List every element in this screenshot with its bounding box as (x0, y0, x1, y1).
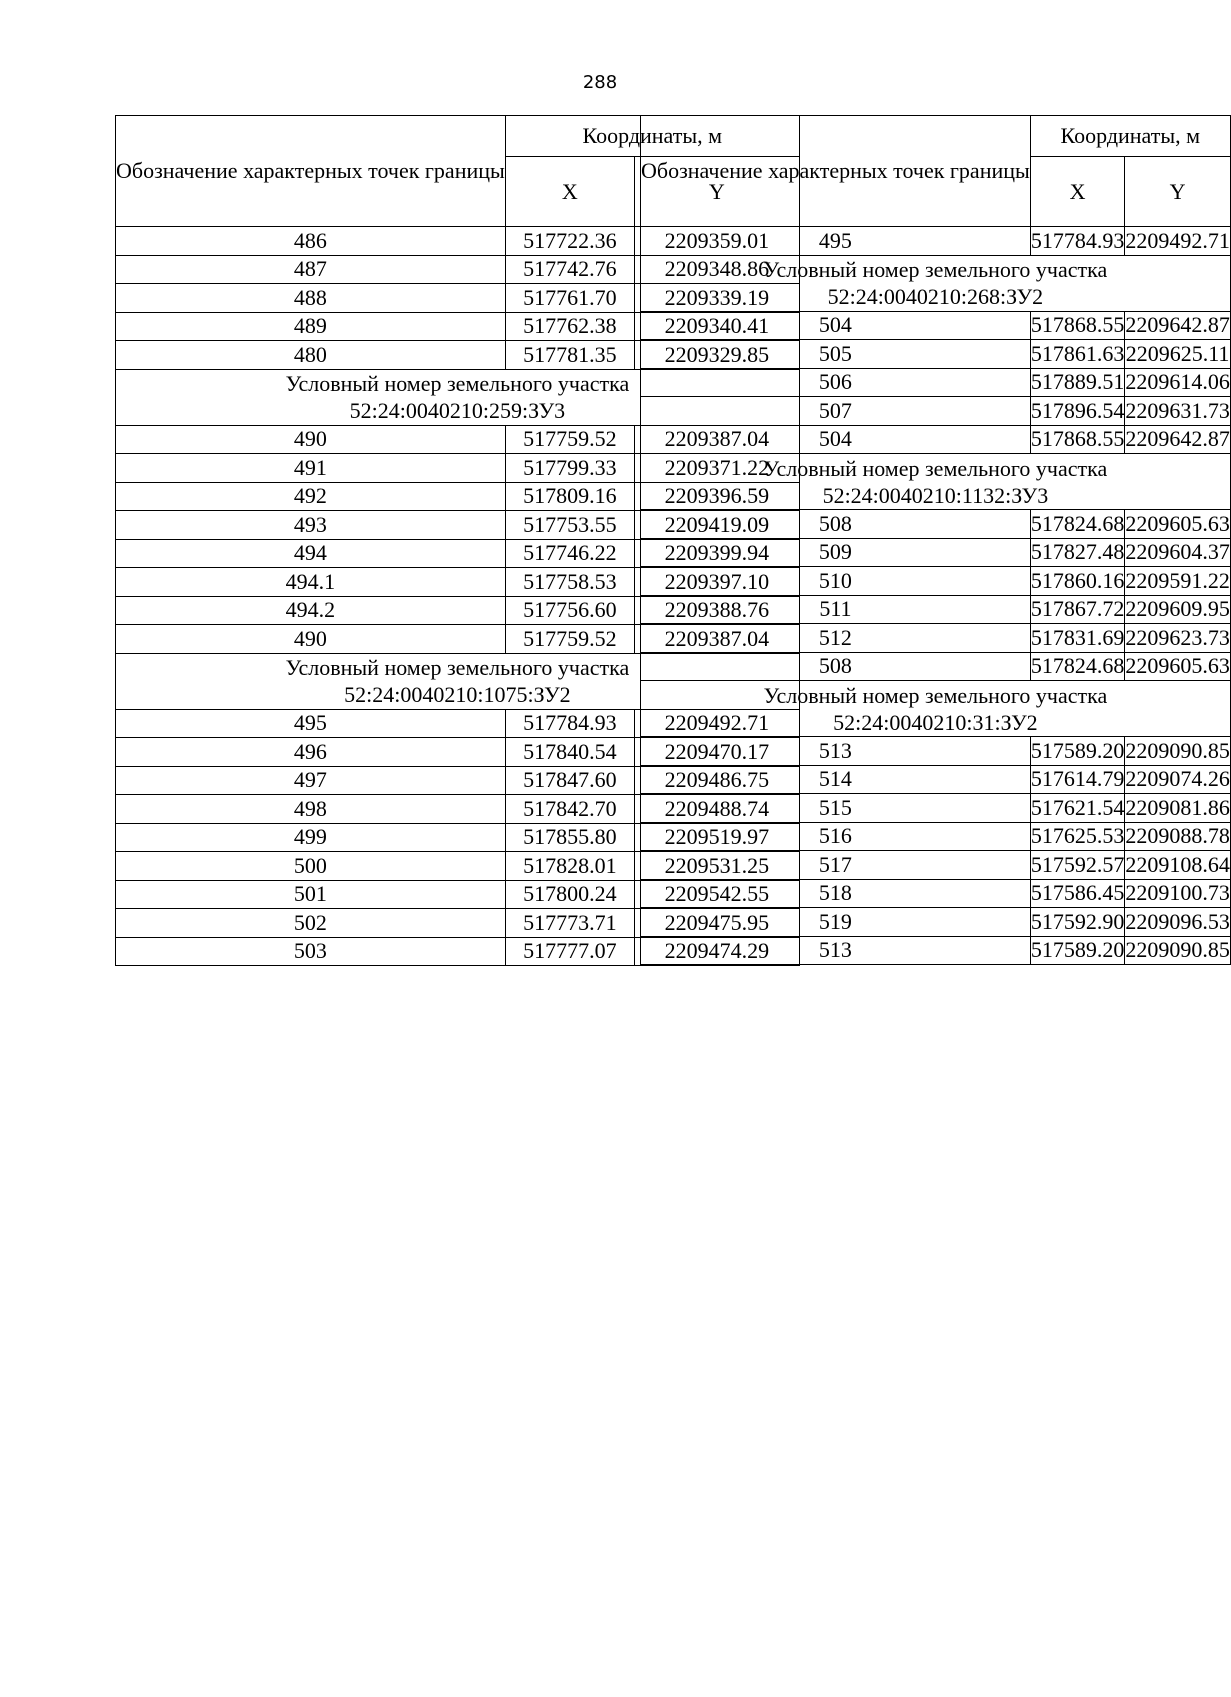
land-plot-number (641, 454, 1231, 510)
point-id-cell: 497 (116, 766, 506, 795)
y-coordinate-cell: 2209488.74 (634, 795, 799, 824)
y-coordinate-cell: 2209470.17 (634, 738, 799, 767)
cadastral-number: 52:24:0040210:1132:ЗУ3 (822, 482, 1049, 508)
point-id-cell: 494 (116, 539, 506, 568)
y-coordinate-cell: 2209387.04 (634, 425, 799, 454)
x-coordinate-cell: 517753.55 (505, 511, 634, 540)
point-id-cell: 502 (116, 909, 506, 938)
table-row (641, 794, 1231, 823)
x-coordinate-cell: 517758.53 (505, 568, 634, 597)
land-plot-label: Условный номер земельного участка (763, 455, 1108, 481)
table-row (641, 624, 1231, 653)
y-coordinate-cell: 2209542.55 (634, 880, 799, 909)
point-id-cell: 504 (641, 311, 1031, 340)
table-row (641, 510, 1231, 539)
header-x: X (505, 157, 634, 227)
point-id-cell: 513 (641, 936, 1031, 965)
land-plot-number (641, 681, 1231, 737)
x-coordinate-cell: 517589.20 (1030, 936, 1125, 965)
x-coordinate-cell: 517621.54 (1030, 794, 1125, 823)
x-coordinate-cell: 517868.55 (1030, 311, 1125, 340)
table-row (641, 311, 1231, 340)
x-coordinate-cell: 517861.63 (1030, 340, 1125, 369)
table-row (641, 368, 1231, 397)
x-coordinate-cell: 517759.52 (505, 425, 634, 454)
y-coordinate-cell: 2209531.25 (634, 852, 799, 881)
y-coordinate-cell: 2209605.63 (1125, 510, 1231, 539)
table-row (641, 538, 1231, 567)
x-coordinate-cell: 517592.57 (1030, 851, 1125, 880)
y-coordinate-cell: 2209108.64 (1125, 851, 1231, 880)
y-coordinate-cell: 2209081.86 (1125, 794, 1231, 823)
x-coordinate-cell: 517800.24 (505, 880, 634, 909)
x-coordinate-cell: 517824.68 (1030, 510, 1125, 539)
land-plot-label: Условный номер земельного участка (285, 371, 630, 396)
x-coordinate-cell: 517761.70 (505, 284, 634, 313)
y-coordinate-cell: 2209090.85 (1125, 936, 1231, 965)
point-id-cell: 501 (116, 880, 506, 909)
x-coordinate-cell: 517799.33 (505, 454, 634, 483)
point-id-cell: 504 (641, 425, 1031, 454)
table-row (641, 397, 1231, 426)
table-body (641, 227, 1231, 965)
point-id-cell: 506 (641, 368, 1031, 397)
y-coordinate-cell: 2209605.63 (1125, 652, 1231, 681)
y-coordinate-cell: 2209100.73 (1125, 879, 1231, 908)
y-coordinate-cell: 2209623.73 (1125, 624, 1231, 653)
y-coordinate-cell: 2209329.85 (634, 341, 799, 370)
table-row (641, 908, 1231, 937)
x-coordinate-cell: 517742.76 (505, 255, 634, 284)
cadastral-number: 52:24:0040210:31:ЗУ2 (833, 709, 1038, 735)
point-id-cell: 512 (641, 624, 1031, 653)
point-id-cell: 500 (116, 852, 506, 881)
x-coordinate-cell: 517762.38 (505, 312, 634, 341)
table-row (641, 765, 1231, 794)
y-coordinate-cell: 2209387.04 (634, 625, 799, 654)
table-row (641, 879, 1231, 908)
y-coordinate-cell: 2209399.94 (634, 539, 799, 568)
y-coordinate-cell: 2209419.09 (634, 511, 799, 540)
point-id-cell: 495 (641, 227, 1031, 256)
y-coordinate-cell: 2209090.85 (1125, 737, 1231, 766)
x-coordinate-cell: 517784.93 (1030, 227, 1125, 256)
point-id-cell: 490 (116, 425, 506, 454)
land-plot-label: Условный номер земельного участка (285, 655, 630, 680)
point-id-cell: 518 (641, 879, 1031, 908)
x-coordinate-cell: 517589.20 (1030, 737, 1125, 766)
y-coordinate-cell: 2209492.71 (1125, 227, 1231, 256)
table-row (641, 340, 1231, 369)
x-coordinate-cell: 517827.48 (1030, 538, 1125, 567)
y-coordinate-cell: 2209397.10 (634, 568, 799, 597)
coordinates-table-right (640, 115, 1231, 965)
y-coordinate-cell: 2209609.95 (1125, 595, 1231, 624)
y-coordinate-cell: 2209396.59 (634, 482, 799, 511)
x-coordinate-cell: 517840.54 (505, 738, 634, 767)
y-coordinate-cell: 2209074.26 (1125, 765, 1231, 794)
point-id-cell: 493 (116, 511, 506, 540)
table-row (641, 227, 1231, 256)
point-id-cell: 510 (641, 567, 1031, 596)
header-x: X (1030, 157, 1125, 227)
y-coordinate-cell: 2209475.95 (634, 909, 799, 938)
point-id-cell: 505 (641, 340, 1031, 369)
x-coordinate-cell: 517842.70 (505, 795, 634, 824)
cadastral-number: 52:24:0040210:1075:ЗУ2 (344, 682, 571, 707)
x-coordinate-cell: 517625.53 (1030, 822, 1125, 851)
y-coordinate-cell: 2209642.87 (1125, 311, 1231, 340)
point-id-cell: 494.1 (116, 568, 506, 597)
table-row (641, 567, 1231, 596)
x-coordinate-cell: 517773.71 (505, 909, 634, 938)
x-coordinate-cell: 517824.68 (1030, 652, 1125, 681)
header-coordinates: Координаты, м (505, 116, 799, 157)
point-id-cell: 508 (641, 652, 1031, 681)
x-coordinate-cell: 517867.72 (1030, 595, 1125, 624)
y-coordinate-cell: 2209614.06 (1125, 368, 1231, 397)
x-coordinate-cell: 517868.55 (1030, 425, 1125, 454)
table-row (641, 652, 1231, 681)
y-coordinate-cell: 2209604.37 (1125, 538, 1231, 567)
y-coordinate-cell: 2209642.87 (1125, 425, 1231, 454)
x-coordinate-cell: 517860.16 (1030, 567, 1125, 596)
table-row (641, 425, 1231, 454)
y-coordinate-cell: 2209340.41 (634, 312, 799, 341)
x-coordinate-cell: 517614.79 (1030, 765, 1125, 794)
land-plot-label: Условный номер земельного участка (763, 257, 1108, 282)
section-header-row (641, 681, 1231, 737)
point-id-cell: 508 (641, 510, 1031, 539)
section-header-row (641, 255, 1231, 311)
point-id-cell: 513 (641, 737, 1031, 766)
land-plot-label: Условный номер земельного участка (763, 682, 1108, 708)
x-coordinate-cell: 517756.60 (505, 596, 634, 625)
y-coordinate-cell: 2209348.86 (634, 255, 799, 284)
section-header-row (641, 454, 1231, 510)
point-id-cell: 496 (116, 738, 506, 767)
point-id-cell: 498 (116, 795, 506, 824)
x-coordinate-cell: 517777.07 (505, 937, 634, 966)
point-id-cell: 516 (641, 822, 1031, 851)
point-id-cell: 494.2 (116, 596, 506, 625)
point-id-cell: 480 (116, 341, 506, 370)
header-y: Y (1125, 157, 1231, 227)
header-coordinates: Координаты, м (1030, 116, 1230, 157)
y-coordinate-cell: 2209591.22 (1125, 567, 1231, 596)
cadastral-number: 52:24:0040210:268:ЗУ2 (827, 284, 1044, 309)
point-id-cell: 489 (116, 312, 506, 341)
point-id-cell: 490 (116, 625, 506, 654)
y-coordinate-cell: 2209519.97 (634, 823, 799, 852)
y-coordinate-cell: 2209359.01 (634, 227, 799, 256)
point-id-cell: 486 (116, 227, 506, 256)
y-coordinate-cell: 2209631.73 (1125, 397, 1231, 426)
table-row (641, 737, 1231, 766)
header-point-designation: Обозначение характерных точек границы (116, 116, 506, 227)
page-number: 288 (582, 72, 618, 93)
x-coordinate-cell: 517592.90 (1030, 908, 1125, 937)
x-coordinate-cell: 517828.01 (505, 852, 634, 881)
y-coordinate-cell: 2209492.71 (634, 709, 799, 738)
land-plot-number (641, 255, 1231, 311)
point-id-cell: 491 (116, 454, 506, 483)
table-row (641, 851, 1231, 880)
point-id-cell: 514 (641, 765, 1031, 794)
header-point-designation: Обозначение характерных точек границы (641, 116, 1031, 227)
point-id-cell: 492 (116, 482, 506, 511)
y-coordinate-cell: 2209486.75 (634, 766, 799, 795)
point-id-cell: 507 (641, 397, 1031, 426)
x-coordinate-cell: 517889.51 (1030, 368, 1125, 397)
x-coordinate-cell: 517722.36 (505, 227, 634, 256)
table-row (641, 822, 1231, 851)
point-id-cell: 509 (641, 538, 1031, 567)
x-coordinate-cell: 517746.22 (505, 539, 634, 568)
x-coordinate-cell: 517781.35 (505, 341, 634, 370)
y-coordinate-cell: 2209371.22 (634, 454, 799, 483)
point-id-cell: 511 (641, 595, 1031, 624)
x-coordinate-cell: 517759.52 (505, 625, 634, 654)
table-row (641, 595, 1231, 624)
point-id-cell: 488 (116, 284, 506, 313)
x-coordinate-cell: 517809.16 (505, 482, 634, 511)
x-coordinate-cell: 517855.80 (505, 823, 634, 852)
point-id-cell: 517 (641, 851, 1031, 880)
x-coordinate-cell: 517831.69 (1030, 624, 1125, 653)
x-coordinate-cell: 517586.45 (1030, 879, 1125, 908)
y-coordinate-cell: 2209388.76 (634, 596, 799, 625)
x-coordinate-cell: 517847.60 (505, 766, 634, 795)
y-coordinate-cell: 2209088.78 (1125, 822, 1231, 851)
header-y: Y (634, 157, 799, 227)
point-id-cell: 495 (116, 709, 506, 738)
point-id-cell: 519 (641, 908, 1031, 937)
point-id-cell: 499 (116, 823, 506, 852)
x-coordinate-cell: 517896.54 (1030, 397, 1125, 426)
y-coordinate-cell: 2209625.11 (1125, 340, 1231, 369)
point-id-cell: 503 (116, 937, 506, 966)
y-coordinate-cell: 2209096.53 (1125, 908, 1231, 937)
point-id-cell: 515 (641, 794, 1031, 823)
table-row (641, 936, 1231, 965)
x-coordinate-cell: 517784.93 (505, 709, 634, 738)
y-coordinate-cell: 2209339.19 (634, 284, 799, 313)
cadastral-number: 52:24:0040210:259:ЗУ3 (349, 398, 566, 423)
point-id-cell: 487 (116, 255, 506, 284)
y-coordinate-cell: 2209474.29 (634, 937, 799, 966)
